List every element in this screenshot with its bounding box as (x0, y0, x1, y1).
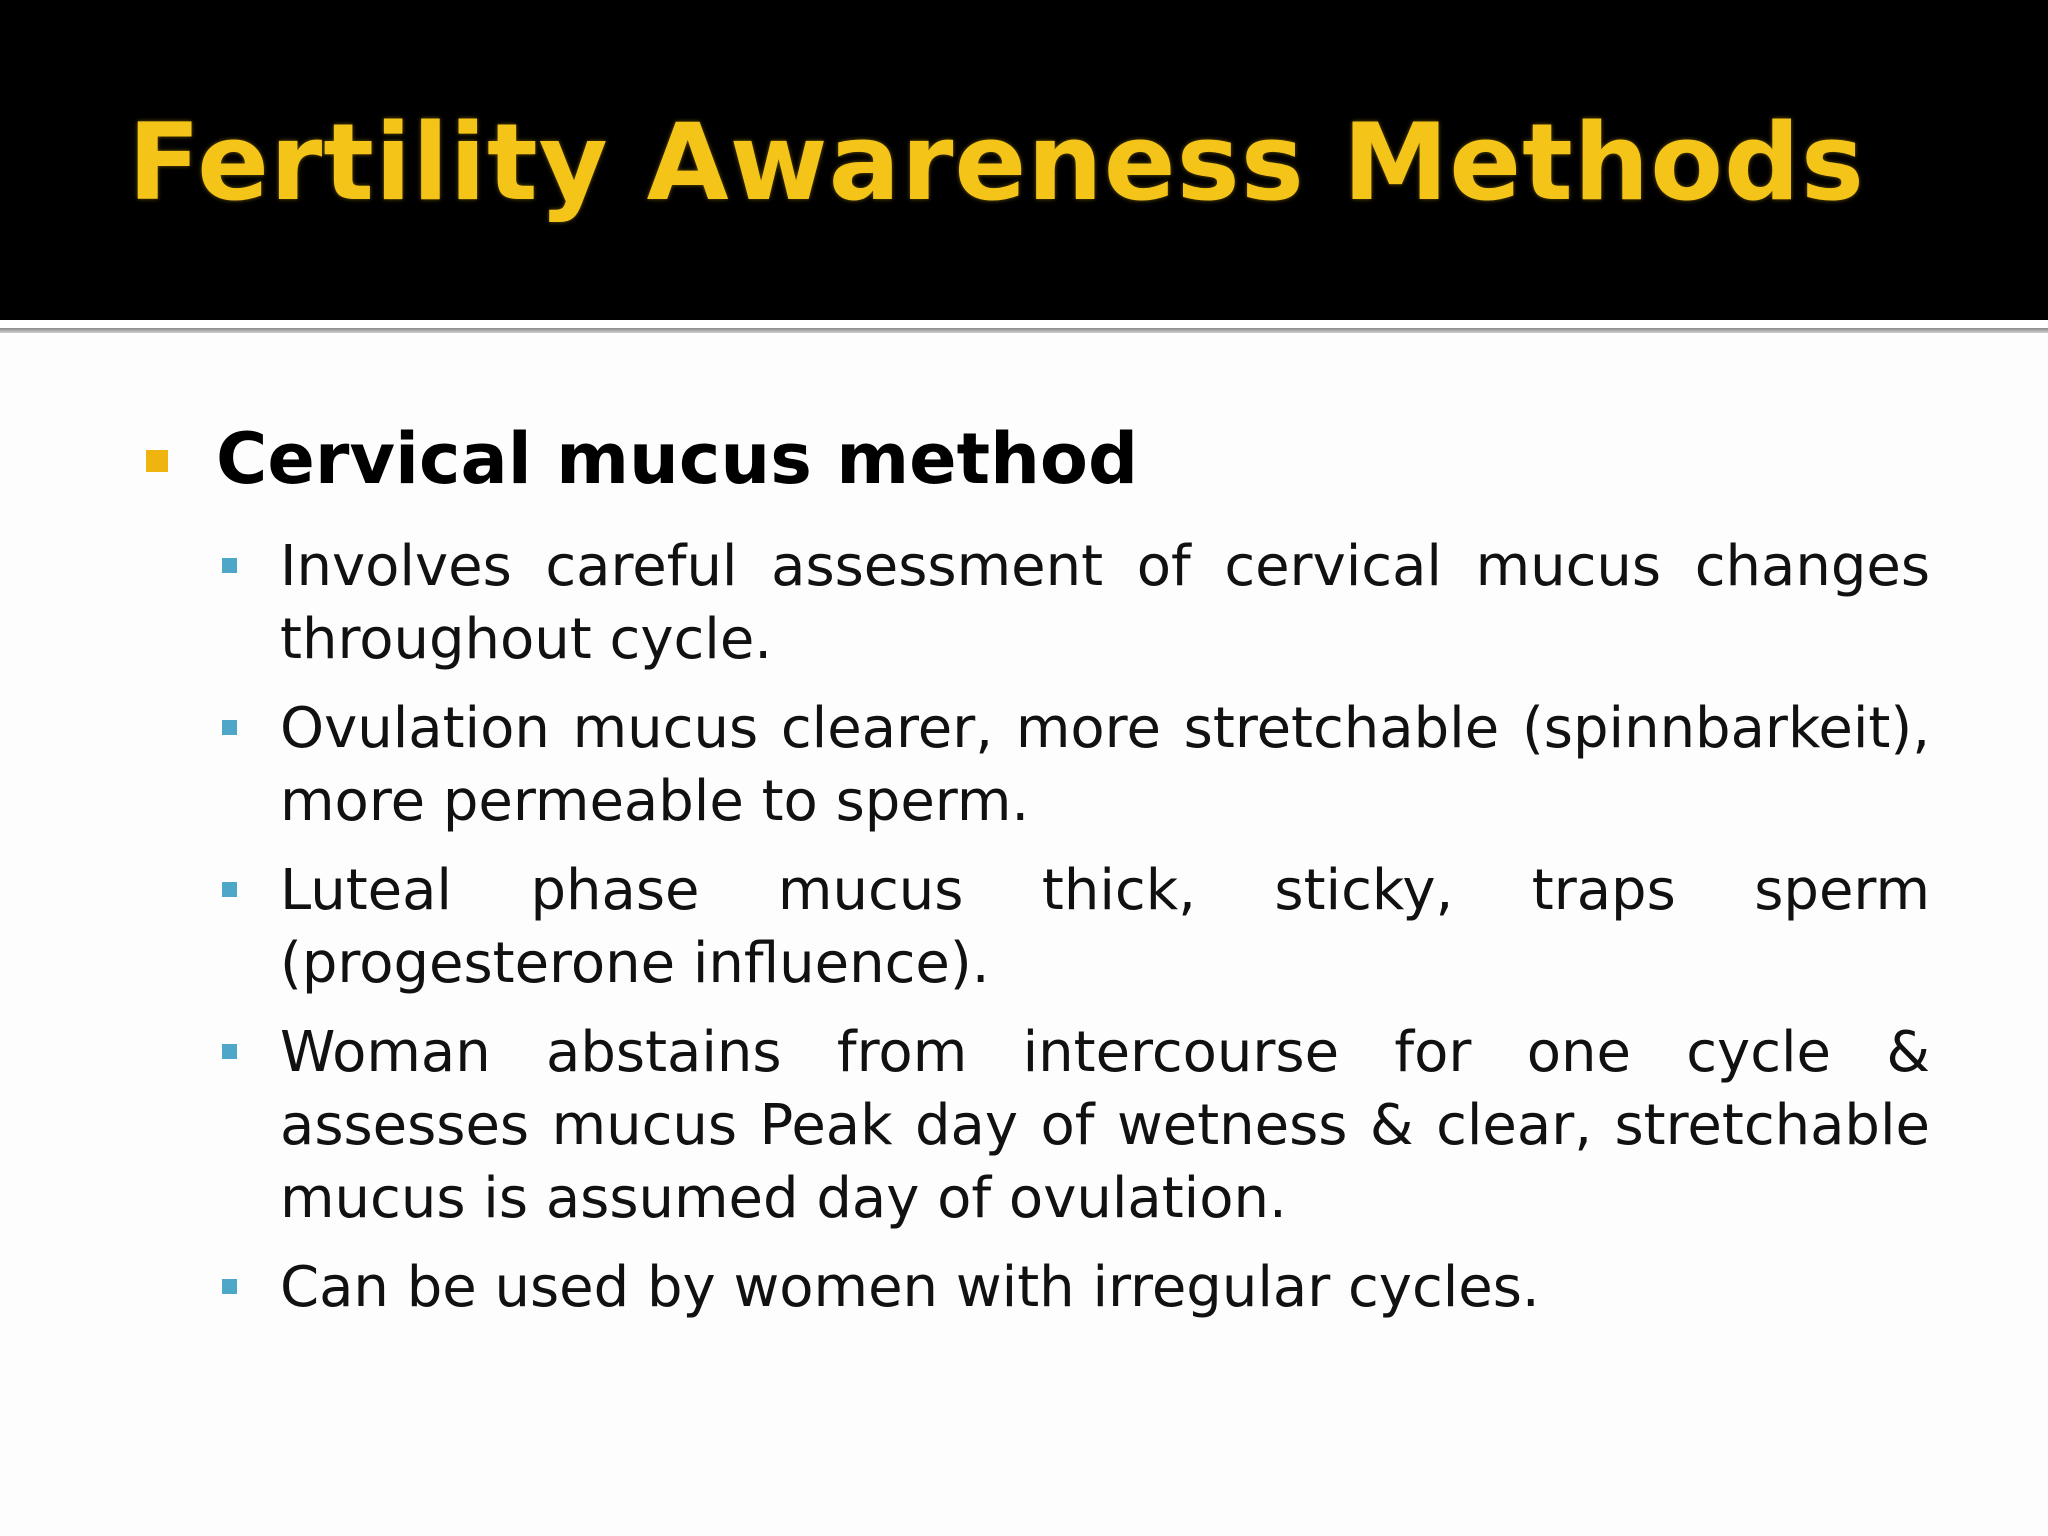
square-bullet-icon (222, 1044, 237, 1059)
sub-bullet-text: Can be used by women with irregular cycles. (280, 1255, 1540, 1320)
sub-bullet-item (140, 1016, 1930, 1235)
sub-bullet-item (140, 692, 1930, 838)
sub-bullet-text: Woman abstains from intercourse for one cycle & assesses mucus Peak day of wetness & clear, stretchable mucus is assumed day of ovulation. (280, 1020, 1930, 1231)
square-bullet-icon (222, 558, 237, 573)
sub-bullet-item (140, 1251, 1930, 1324)
bullet-heading: Cervical mucus method (216, 418, 1139, 500)
sub-bullet-text: Luteal phase mucus thick, sticky, traps sperm (progesterone influence). (280, 858, 1930, 996)
sub-bullet-list (140, 530, 1930, 1324)
sub-bullet-text: Ovulation mucus clearer, more stretchable (spinnbarkeit), more permeable to sperm. (280, 696, 1930, 834)
sub-bullet-item (140, 530, 1930, 676)
square-bullet-icon (222, 1279, 237, 1294)
sub-bullet-text: Involves careful assessment of cervical mucus changes throughout cycle. (280, 534, 1930, 672)
slide-content (140, 412, 1930, 1340)
square-bullet-icon (222, 720, 237, 735)
square-bullet-icon (146, 450, 168, 472)
sub-bullet-item (140, 854, 1930, 1000)
title-divider-gray (0, 328, 2048, 333)
slide-title: Fertility Awareness Methods (128, 101, 1866, 224)
bullet-item (140, 412, 1930, 506)
title-bar (0, 0, 2048, 320)
square-bullet-icon (222, 882, 237, 897)
title-divider-white (0, 320, 2048, 328)
